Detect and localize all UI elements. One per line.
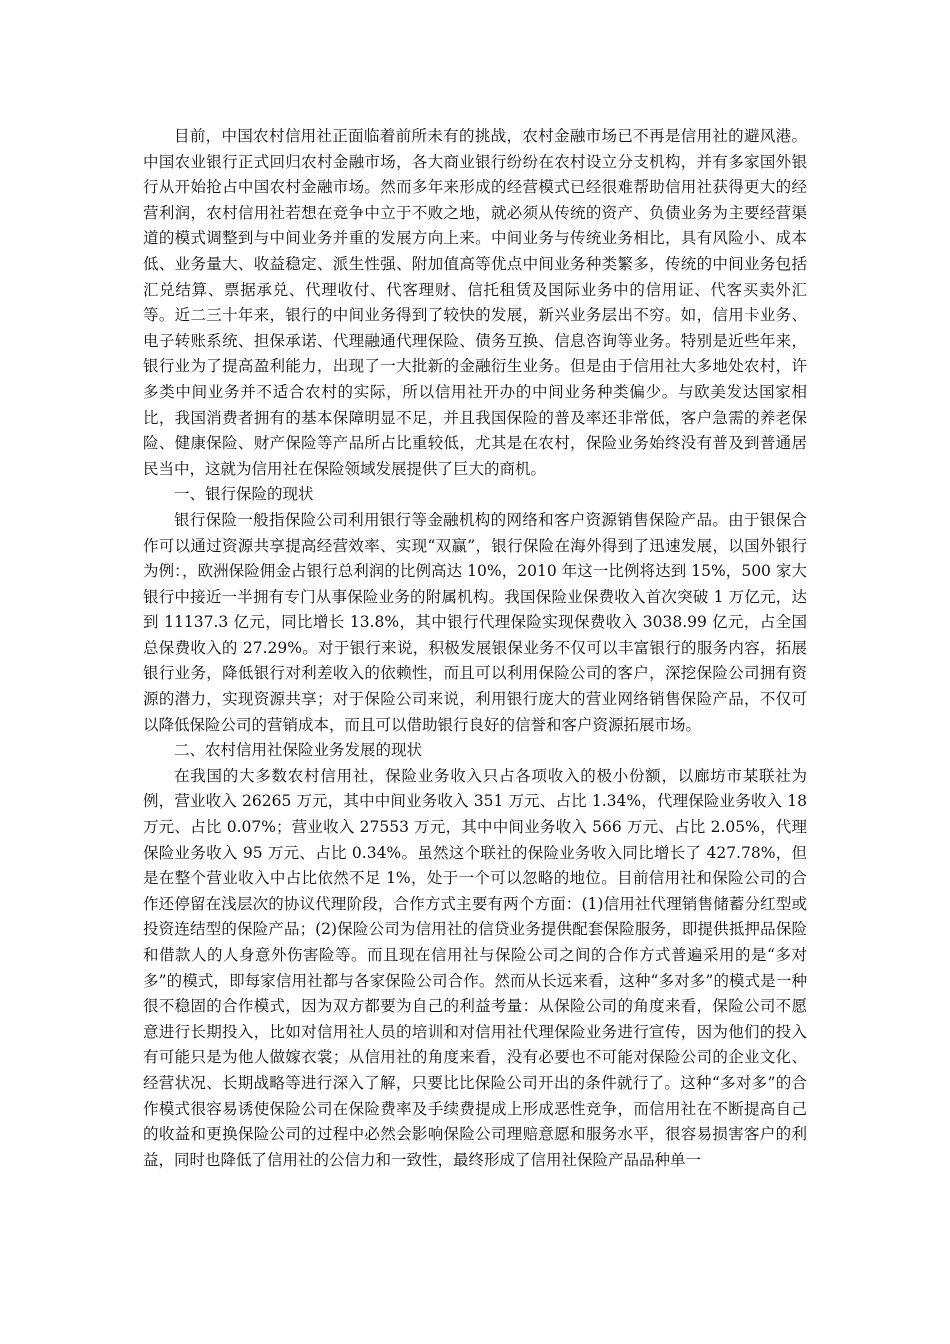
intro-paragraph: 目前，中国农村信用社正面临着前所未有的挑战，农村金融市场已不再是信用社的避风港。中国农业银行正式回归农村金融市场，各大商业银行纷纷在农村设立分支机构，并有多家国外银行从开始抢占中国农村金融市场。然而多年来形成的经营模式已经很难帮助信用社获得更大的经营利润，农村信用社若想在竞争中立于不败之地，就必须从传统的资产、负债业务为主要经营渠道的模式调整到与中间业务并重的发展方向上来。中间业务与传统业务相比，具有风险小、成本低、业务量大、收益稳定、派生性强、附加值高等优点中间业务种类繁多，传统的中间业务包括汇兑结算、票据承兑、代理收付、代客理财、信托租赁及国际业务中的信用证、代客买卖外汇等。近二三十年来，银行的中间业务得到了较快的发展，新兴业务层出不穷。如，信用卡业务、电子转账系统、担保承诺、代理融通代理保险、债务互换、信息咨询等业务。特别是近些年来，银行业为了提高盈利能力，出现了一大批新的金融衍生业务。但是由于信用社大多地处农村，许多类中间业务并不适合农村的实际，所以信用社开办的中间业务种类偏少。与欧美发达国家相比，我国消费者拥有的基本保障明显不足，并且我国保险的普及率还非常低，客户急需的养老保险、健康保险、财产保险等产品所占比重较低，尤其是在农村，保险业务始终没有普及到普通居民当中，这就为信用社在保险领域发展提供了巨大的商机。 xyxy=(143,127,807,478)
bank-insurance-paragraph: 银行保险一般指保险公司利用银行等金融机构的网络和客户资源销售保险产品。由于银保合作可以通过资源共享提高经营效率、实现“双赢”，银行保险在海外得到了迅速发展，以国外银行为例：，欧洲保险佣金占银行总利润的比例高达 10%，2010 年这一比例将达到 15%，500 家大银行中接近一半拥有专门从事保险业务的附属机构。我国保险业保费收入首次突破 1 万亿元，达到 11137.3 亿元，同比增长 13.8%，其中银行代理保险实现保费收入 3038.99 亿元，占全国总保费收入的 27.29%。对于银行来说，积极发展银保业务不仅可以丰富银行的服务内容，拓展银行业务，降低银行对利差收入的依赖性，而且可以利用保险公司的客户，深挖保险公司拥有资源的潜力，实现资源共享；对于保险公司来说，利用银行庞大的营业网络销售保险产品，不仅可以降低保险公司的营销成本，而且可以借助银行良好的信誉和客户资源拓展市场。 xyxy=(143,510,807,734)
rural-credit-paragraph: 在我国的大多数农村信用社，保险业务收入只占各项收入的极小份额，以廊坊市某联社为例，营业收入 26265 万元，其中中间业务收入 351 万元、占比 1.34%，代理保险业务收入 18 万元、占比 0.07%；营业收入 27553 万元，其中中间业务收入 566 万元、占比 2.05%，代理保险业务收入 95 万元、占比 0.34%。虽然这个联社的保险业务收入同比增长了 427.78%，但是在整个营业收入中占比依然不足 1%，处于一个可以忽略的地位。目前信用社和保险公司的合作还停留在浅层次的协议代理阶段，合作方式主要有两个方面：(1)信用社代理销售储蓄分红型或投资连结型的保险产品；(2)保险公司为信用社的信贷业务提供配套保险服务，即提供抵押品保险和借款人的人身意外伤害险等。而且现在信用社与保险公司之间的合作方式普遍采用的是“多对多”的模式，即每家信用社都与各家保险公司合作。然而从长远来看，这种“多对多”的模式是一种很不稳固的合作模式，因为双方都要为自己的利益考量：从保险公司的角度来看，保险公司不愿意进行长期投入，比如对信用社人员的培训和对信用社代理保险业务进行宣传，因为他们的投入有可能只是为他人做嫁衣裳；从信用社的角度来看，没有必要也不可能对保险公司的企业文化、经营状况、长期战略等进行深入了解，只要比比保险公司开出的条件就行了。这种“多对多”的合作模式很容易诱使保险公司在保险费率及手续费提成上形成恶性竞争，而信用社在不断提高自己的收益和更换保险公司的过程中必然会影响保险公司理赔意愿和服务水平，很容易损害客户的利益，同时也降低了信用社的公信力和一致性，最终形成了信用社保险产品品种单一 xyxy=(143,766,807,1169)
section-heading-rural-credit: 二、农村信用社保险业务发展的现状 xyxy=(174,741,423,760)
section-heading-bank-insurance: 一、银行保险的现状 xyxy=(174,485,314,504)
document-body xyxy=(143,124,807,1173)
